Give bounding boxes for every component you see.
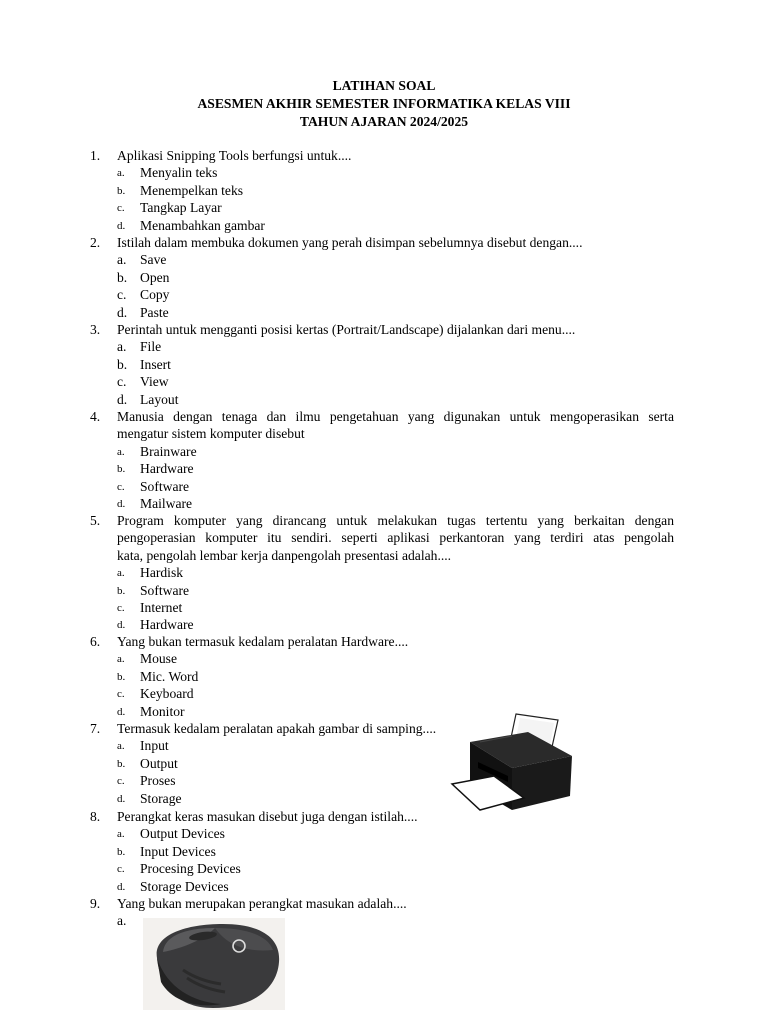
option-letter: c.	[117, 480, 125, 493]
option-text: Menambahkan gambar	[140, 217, 265, 233]
option-letter: a.	[117, 828, 125, 841]
option-letter: b.	[117, 356, 128, 372]
option-letter: c.	[117, 775, 125, 788]
option-text: Internet	[140, 600, 183, 615]
option-text: Input Devices	[140, 843, 216, 859]
option-text: Copy	[140, 287, 170, 303]
question-text: Perintah untuk mengganti posisi kertas (Portrait/Landscape) dijalankan dari menu....	[117, 322, 576, 337]
option-text: Procesing Devices	[140, 861, 241, 877]
option-letter: c.	[117, 688, 125, 701]
option-letter: b.	[117, 845, 126, 858]
option-letter: d.	[117, 391, 128, 407]
option-text: Mic. Word	[140, 668, 199, 684]
doc-title: LATIHAN SOAL	[332, 78, 436, 93]
option-text: Output	[140, 755, 178, 771]
option-letter: b.	[117, 670, 126, 683]
mouse-image	[143, 918, 285, 1010]
option-letter: d.	[117, 792, 126, 805]
option-text: Storage	[140, 790, 182, 806]
option-text: Brainware	[140, 443, 197, 459]
option-letter: b.	[117, 757, 126, 770]
printer-image	[450, 712, 574, 814]
question-number: 2.	[90, 235, 101, 250]
question-text: Perangkat keras masukan disebut juga dengan istilah....	[117, 809, 418, 824]
option-letter: b.	[117, 269, 128, 285]
option-letter: a.	[117, 740, 125, 753]
question-text: Yang bukan merupakan perangkat masukan adalah....	[117, 896, 407, 911]
option-text: Open	[140, 269, 170, 285]
option-text: Tangkap Layar	[140, 200, 222, 216]
option-letter: a.	[117, 653, 125, 666]
option-text: Monitor	[140, 703, 185, 719]
option-letter: b.	[117, 584, 126, 597]
question-text: Manusia dengan tenaga dan ilmu pengetahuan yang digunakan untuk mengoperasikan serta	[117, 409, 674, 424]
option-text: Hardware	[140, 461, 194, 477]
option-letter: d.	[117, 880, 126, 893]
option-text: Input	[140, 738, 169, 754]
option-text: Software	[140, 582, 190, 598]
option-letter: c.	[117, 863, 125, 876]
option-letter: c.	[117, 374, 127, 390]
question-number: 9.	[90, 896, 101, 911]
option-text: Menyalin teks	[140, 165, 218, 181]
option-letter: a.	[117, 339, 127, 355]
option-text: Paste	[140, 304, 169, 320]
question-number: 8.	[90, 809, 101, 824]
question-number: 6.	[90, 634, 101, 649]
question-text: Program komputer yang dirancang untuk melakukan tugas tertentu yang berkaitan dengan	[117, 513, 674, 528]
option-text: Storage Devices	[140, 878, 229, 894]
option-letter: a.	[117, 567, 125, 580]
question-number: 7.	[90, 721, 101, 736]
question-number: 3.	[90, 322, 101, 337]
option-text: View	[140, 374, 169, 390]
option-letter: c.	[117, 202, 125, 215]
question-text: Aplikasi Snipping Tools berfungsi untuk....	[117, 148, 352, 163]
option-letter: a.	[117, 252, 127, 268]
option-letter: b.	[117, 184, 126, 197]
option-letter: a.	[117, 167, 125, 180]
option-letter: d.	[117, 705, 126, 718]
option-letter: a.	[117, 913, 127, 929]
option-letter: c.	[117, 602, 125, 614]
question-text: Istilah dalam membuka dokumen yang perah disimpan sebelumnya disebut dengan....	[117, 235, 583, 250]
option-letter: d.	[117, 619, 126, 632]
option-text: Hardware	[140, 617, 194, 633]
option-letter: c.	[117, 287, 127, 303]
option-letter: b.	[117, 463, 126, 476]
option-text: Software	[140, 478, 190, 494]
option-letter: d.	[117, 498, 126, 510]
option-text: Menempelkan teks	[140, 182, 244, 198]
option-text: Mouse	[140, 651, 178, 667]
question-number: 5.	[90, 513, 101, 528]
option-text: Proses	[140, 773, 176, 789]
question-text: mengatur sistem komputer disebut	[117, 426, 305, 442]
option-text: File	[140, 339, 162, 355]
question-text: kata, pengolah lembar kerja danpengolah presentasi adalah....	[117, 547, 452, 563]
question-number: 1.	[90, 148, 101, 163]
option-text: Insert	[140, 356, 171, 372]
question-text: Yang bukan termasuk kedalam peralatan Hardware....	[117, 634, 409, 649]
question-number: 4.	[90, 409, 101, 424]
option-letter: d.	[117, 304, 128, 320]
option-letter: d.	[117, 219, 126, 232]
option-letter: a.	[117, 445, 125, 458]
option-text: Save	[140, 252, 167, 268]
option-text: Layout	[140, 391, 179, 407]
option-text: Hardisk	[140, 565, 184, 581]
option-text: Output Devices	[140, 826, 225, 842]
question-text: pengoperasian komputer itu sendiri. seperti aplikasi perkantoran yang terdiri atas pengolah	[117, 530, 674, 546]
question-text: Termasuk kedalam peralatan apakah gambar di samping....	[117, 721, 437, 736]
option-text: Keyboard	[140, 686, 194, 702]
option-text: Mailware	[140, 496, 193, 511]
doc-year: TAHUN AJARAN 2024/2025	[299, 114, 469, 129]
doc-subtitle: ASESMEN AKHIR SEMESTER INFORMATIKA KELAS VIII	[197, 96, 571, 111]
